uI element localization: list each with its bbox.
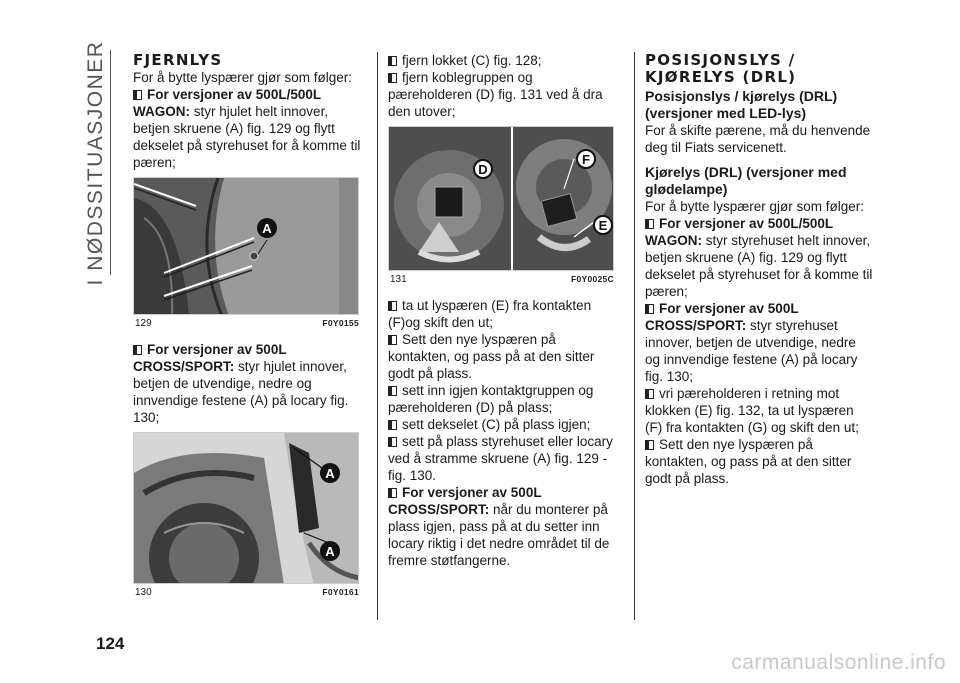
bullet-icon bbox=[645, 219, 654, 229]
callout-f: F bbox=[576, 149, 596, 169]
bullet-500l-wagon: For versjoner av 500L/500L WAGON: styr styrehuset helt innover, betjen skruene (A) fig. 129 og flytt dekselet på styrehuset for å komme til pæren; bbox=[645, 216, 873, 299]
bullet-icon bbox=[388, 488, 397, 498]
bullet-icon bbox=[388, 420, 397, 430]
subtitle-led: Posisjonslys / kjørelys (DRL) (versjoner med LED-lys) bbox=[645, 88, 838, 121]
figure-129-caption: 129 F0Y0155 bbox=[135, 318, 359, 329]
callout-d: D bbox=[473, 159, 493, 179]
column-1 bbox=[133, 52, 361, 598]
figure-131-caption: 131 F0Y0025C bbox=[390, 274, 614, 285]
step-item: vri pæreholderen i retning mot klokken (E) fig. 132, ta ut lyspæren (F) fra kontakten (G) og skift den ut; bbox=[645, 386, 859, 435]
bullet-icon bbox=[388, 301, 397, 311]
page-number: 124 bbox=[96, 634, 125, 653]
bullet-icon bbox=[645, 440, 654, 450]
figure-131 bbox=[388, 126, 614, 271]
bullet-500l-cross-sport: For versjoner av 500L CROSS/SPORT: når du monterer på plass igjen, pass på at du setter inn locary riktig i det nedre området til de fremre støtfangerne. bbox=[388, 485, 610, 568]
paragraph-service: For å skifte pærene, må du henvende deg til Fiats servicenett. bbox=[645, 123, 871, 155]
callout-a-upper: A bbox=[320, 463, 340, 483]
intro-text: For å bytte lyspærer gjør som følger: bbox=[133, 70, 353, 85]
footer-watermark-url[interactable]: carmanualsonline.info bbox=[731, 651, 946, 674]
bullet-icon bbox=[388, 56, 397, 66]
step-item: sett dekselet (C) på plass igjen; bbox=[388, 416, 616, 433]
figure-130 bbox=[133, 432, 359, 584]
bullet-500l-cross-sport: For versjoner av 500L CROSS/SPORT: styr styrehuset innover, betjen de utvendige, nedre og innvendige festene (A) på locary fig. 130; bbox=[645, 301, 858, 384]
step-item: ta ut lyspæren (E) fra kontakten (F)og skift den ut; bbox=[388, 298, 592, 330]
step-item: fjern koblegruppen og pæreholderen (D) fig. 131 ved å dra den utover; bbox=[388, 70, 603, 119]
bullet-icon bbox=[388, 73, 397, 83]
bullet-icon bbox=[388, 437, 397, 447]
callout-a-lower: A bbox=[320, 541, 340, 561]
step-item: Sett den nye lyspæren på kontakten, og pass på at den sitter godt på plass. bbox=[388, 332, 595, 381]
column-2 bbox=[388, 52, 616, 569]
callout-e: E bbox=[593, 215, 613, 235]
figure-130-illustration bbox=[134, 433, 359, 584]
column-divider-2 bbox=[634, 52, 635, 620]
bullet-icon bbox=[388, 335, 397, 345]
bullet-icon bbox=[133, 345, 142, 355]
bullet-500l-cross-sport: For versjoner av 500L CROSS/SPORT: styr hjulet innover, betjen de utvendige, nedre og innvendige festene (A) på locary fig. 130; bbox=[133, 342, 349, 425]
intro-text: For å bytte lyspærer gjør som følger: bbox=[645, 199, 865, 214]
section-title-fjernlys: FJERNLYS bbox=[133, 51, 223, 69]
step-item: sett inn igjen kontaktgruppen og pæreholderen (D) på plass; bbox=[388, 383, 594, 415]
column-divider-1 bbox=[377, 52, 378, 620]
step-item: sett på plass styrehuset eller locary ved å stramme skruene (A) fig. 129 - fig. 130. bbox=[388, 434, 613, 483]
figure-131-illustration bbox=[389, 127, 614, 271]
callout-a: A bbox=[257, 218, 277, 238]
step-item: fjern lokket (C) fig. 128; bbox=[388, 52, 616, 69]
bullet-icon bbox=[645, 304, 654, 314]
bullet-icon bbox=[388, 386, 397, 396]
chapter-title: I NØDSSITUASJONER bbox=[84, 40, 107, 285]
figure-129 bbox=[133, 177, 359, 315]
bullet-500l-wagon: For versjoner av 500L/500L WAGON: styr hjulet helt innover, betjen skruene (A) fig. 129 og flytt dekselet på styrehuset for å komme til pæren; bbox=[133, 87, 361, 170]
bullet-icon bbox=[133, 90, 142, 100]
bullet-icon bbox=[645, 389, 654, 399]
column-3 bbox=[645, 52, 873, 487]
figure-130-caption: 130 F0Y0161 bbox=[135, 587, 359, 598]
step-item: Sett den nye lyspæren på kontakten, og pass på at den sitter godt på plass. bbox=[645, 437, 852, 486]
chapter-side-tab bbox=[84, 40, 108, 285]
subtitle-glodelampe: Kjørelys (DRL) (versjoner med glødelampe) bbox=[645, 164, 847, 197]
section-title-posisjonslys: POSISJONSLYS / KJØRELYS (DRL) bbox=[645, 51, 797, 86]
figure-129-illustration bbox=[134, 178, 359, 315]
chapter-divider bbox=[110, 50, 111, 275]
